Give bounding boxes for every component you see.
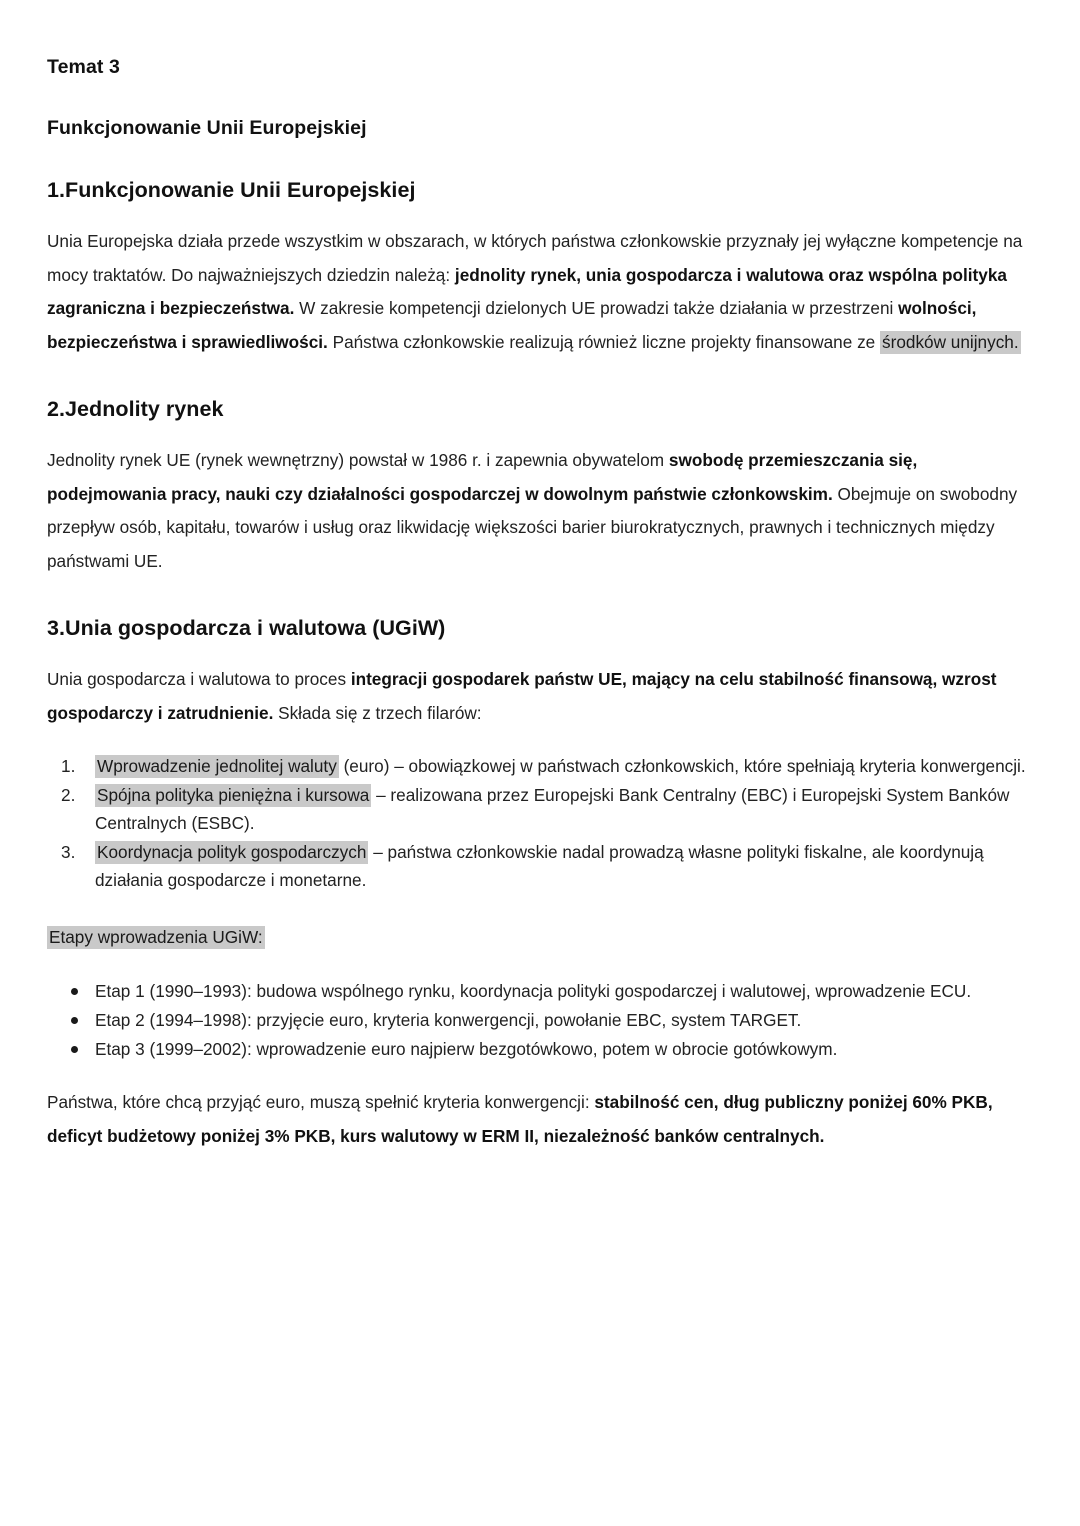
highlighted-text: Wprowadzenie jednolitej waluty — [97, 756, 337, 776]
bold-run: stabilność cen, dług publiczny poniżej 60% PKB, deficyt budżetowy poniżej 3% PKB, kurs walutowy w ERM II, niezależność banków centralnych. — [47, 1092, 993, 1146]
text-run: Państwa, które chcą przyjąć euro, muszą spełnić kryteria konwergencji: — [47, 1092, 595, 1112]
text-run: Unia Europejska działa przede wszystkim w obszarach, w których państwa członkowskie przyznały jej wyłączne kompetencje na mocy traktatów. Do najważniejszych dziedzin należą: — [47, 231, 1023, 285]
highlighted-text: Koordynacja polityk gospodarczych — [97, 842, 367, 862]
section-1-paragraph — [47, 203, 1032, 359]
section-3-paragraph — [47, 641, 1032, 730]
section-heading-2: 2.Jednolity rynek — [47, 397, 224, 421]
highlighted-text: Spójna polityka pieniężna i kursowa — [97, 785, 370, 805]
page-title: Temat 3 — [47, 56, 120, 78]
text-run: Jednolity rynek UE (rynek wewnętrzny) powstał w 1986 r. i zapewnia obywatelom — [47, 450, 669, 470]
list-item: Etap 2 (1994–1998): przyjęcie euro, kryteria konwergencji, powołanie EBC, system TARGET. — [47, 1006, 1032, 1034]
pillars-list — [47, 730, 1032, 894]
list-item: Etap 1 (1990–1993): budowa wspólnego rynku, koordynacja polityki gospodarczej i walutowej, wprowadzenie ECU. — [47, 977, 1032, 1005]
text-run: Składa się z trzech filarów: — [273, 702, 482, 723]
list-item — [47, 752, 1032, 780]
text-run: Państwa członkowskie realizują również liczne projekty finansowane ze — [327, 331, 881, 352]
bold-run: jednolity rynek, unia gospodarcza i walutowa oraz wspólna polityka zagraniczna i bezpieczeństwa. — [47, 264, 1007, 318]
stages-list — [47, 951, 1032, 1063]
bold-run: swobodę przemieszczania się, podejmowania pracy, nauki czy działalności gospodarczej w dowolnym państwie członkowskim. — [47, 450, 918, 504]
bold-run: integracji gospodarek państw UE, mający na celu stabilność finansową, wzrost gospodarczy i zatrudnienie. — [47, 669, 997, 723]
list-item — [47, 838, 1032, 894]
highlighted-text: środków unijnych. — [882, 331, 1019, 352]
document-subtitle: Funkcjonowanie Unii Europejskiej — [47, 117, 367, 139]
section-heading-3: 3.Unia gospodarcza i walutowa (UGiW) — [47, 616, 446, 640]
bold-run: wolności, bezpieczeństwa i sprawiedliwości. — [47, 298, 977, 352]
section-heading-1: 1.Funkcjonowanie Unii Europejskiej — [47, 178, 416, 202]
text-run: (euro) – obowiązkowej w państwach członkowskich, które spełniają kryteria konwergencji. — [338, 756, 1026, 776]
text-run: – państwa członkowskie nadal prowadzą własne polityki fiskalne, ale koordynują działania gospodarcze i monetarne. — [95, 842, 984, 890]
text-run: Obejmuje on swobodny przepływ osób, kapitału, towarów i usług oraz likwidację większości barier biurokratycznych, prawnych i technicznych między państwami UE. — [47, 483, 1018, 571]
section-2-paragraph — [47, 422, 1032, 578]
list-item: Etap 3 (1999–2002): wprowadzenie euro najpierw bezgotówkowo, potem w obrocie gotówkowym. — [47, 1035, 1032, 1063]
text-run: Unia gospodarcza i walutowa to proces — [47, 669, 351, 689]
list-item — [47, 781, 1032, 837]
conclusion-paragraph — [47, 1064, 1032, 1153]
text-run: – realizowana przez Europejski Bank Centralny (EBC) i Europejski System Banków Centralnych (ESBC). — [95, 785, 1010, 833]
stages-label-row — [47, 895, 1032, 951]
stages-label: Etapy wprowadzenia UGiW: — [49, 927, 263, 947]
text-run: W zakresie kompetencji dzielonych UE prowadzi także działania w przestrzeni — [294, 298, 899, 318]
